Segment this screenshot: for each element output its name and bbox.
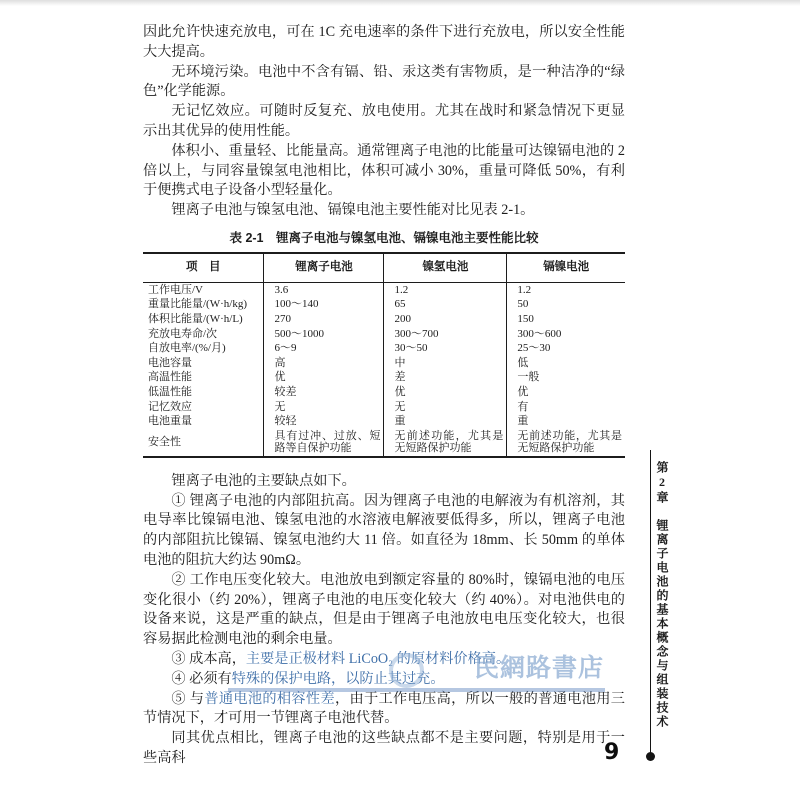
- table-row: [143, 312, 625, 327]
- row-label-cell: 安全性: [148, 436, 181, 448]
- row-label-cell: 记忆效应: [148, 400, 192, 413]
- table-row: [143, 341, 625, 356]
- table-title: 表 2-1 锂离子电池与镍氢电池、镉镍电池主要性能比较: [229, 230, 539, 245]
- text-run: 主要是正极材料 LiCoO₂ 的原材料价格高。: [245, 651, 511, 668]
- value-cell: 150: [507, 312, 625, 327]
- paragraph: 因此允许快速充放电，可在 1C 充电速率的条件下进行充放电，所以安全性能大大提高。: [143, 24, 625, 60]
- value-cell: 300～600: [507, 327, 625, 342]
- text-run: ，由于工作电压高，所以一般的普通电池用三节情况下，才可用一节锂离子电池代替。: [143, 690, 625, 727]
- value-cell: 无: [384, 400, 507, 415]
- table-row: [143, 429, 625, 457]
- table-row: [143, 385, 625, 400]
- text-run: ③ 成本高，: [171, 651, 246, 668]
- text-run: 特殊的保护电路，以防止其过充。: [231, 670, 445, 687]
- row-label-cell: 低温性能: [148, 385, 192, 398]
- text-run: 普通电池的相容性差: [204, 690, 335, 707]
- value-cell: 优: [384, 385, 507, 400]
- value-cell: 100～140: [264, 297, 384, 312]
- value-cell: 重: [507, 414, 625, 429]
- value-cell: 高: [264, 356, 384, 371]
- row-label-cell: 重量比能量/(W·h/kg): [148, 298, 247, 311]
- scan-edge-shadow: [0, 0, 800, 6]
- paragraph: [143, 690, 625, 730]
- value-cell: 具有过冲、过放、短路等自保护功能: [264, 429, 384, 457]
- value-cell: 500～1000: [264, 327, 384, 342]
- paragraph: 锂离子电池的主要缺点如下。: [171, 472, 356, 489]
- table-header-nimh: 镍氢电池: [384, 253, 507, 282]
- value-cell: 优: [507, 385, 625, 400]
- value-cell: 无前述功能，尤其是无短路保护功能: [507, 429, 625, 457]
- table-row: [143, 327, 625, 342]
- value-cell: 优: [264, 370, 384, 385]
- row-label-cell: 电池重量: [148, 415, 192, 428]
- paragraph: 体积小、重量轻、比能量高。通常锂离子电池的比能量可达镍镉电池的 2 倍以上，与同容量镍氢电池相比，体积可减小 30%，重量可降低 50%，有利于便携式电子设备小型轻量化。: [143, 142, 625, 199]
- value-cell: 3.6: [264, 282, 384, 297]
- text-run: ⑤ 与: [171, 690, 205, 707]
- value-cell: 65: [384, 297, 507, 312]
- table-row: [143, 414, 625, 429]
- value-cell: 中: [384, 356, 507, 371]
- table-row: [143, 297, 625, 312]
- watermark-text: 民網路書店: [474, 655, 605, 682]
- row-label-cell: 充放电寿命/次: [148, 327, 218, 340]
- chapter-tab-rule: [650, 450, 651, 753]
- table-row: [143, 370, 625, 385]
- value-cell: 较差: [264, 385, 384, 400]
- text-run: ④ 必须有: [171, 670, 232, 687]
- value-cell: 50: [507, 297, 625, 312]
- table-header-item: 项 目: [143, 253, 264, 282]
- value-cell: 差: [384, 370, 507, 385]
- row-label-cell: 体积比能量/(W·h/L): [148, 312, 243, 325]
- chapter-number: 第2章: [655, 461, 669, 505]
- row-label-cell: 高温性能: [148, 371, 192, 384]
- table-header-liion: 锂离子电池: [264, 253, 384, 282]
- value-cell: 较轻: [264, 414, 384, 429]
- table-row: [143, 400, 625, 415]
- value-cell: 30～50: [384, 341, 507, 356]
- value-cell: 1.2: [384, 282, 507, 297]
- table-header-row: [143, 253, 625, 282]
- value-cell: 270: [264, 312, 384, 327]
- value-cell: 300～700: [384, 327, 507, 342]
- chapter-title: 锂离子电池的基本概念与组装技术: [655, 519, 669, 729]
- table-header-nicd: 镉镍电池: [507, 253, 625, 282]
- value-cell: 重: [384, 414, 507, 429]
- value-cell: 6～9: [264, 341, 384, 356]
- value-cell: 一般: [507, 370, 625, 385]
- paragraph: [143, 670, 625, 690]
- table-row: [143, 282, 625, 297]
- table-row: [143, 356, 625, 371]
- paragraph: ① 锂离子电池的内部阻抗高。因为锂离子电池的电解液为有机溶剂，其电导率比镍镉电池、镍氢电池的水溶液电解液要低得多，所以，锂离子电池的内部阻抗比镍镉、镍氢电池约大 11 倍。如直径为 18mm、长 50mm 的单体电池的阻抗大约达 90mΩ。: [143, 492, 625, 569]
- value-cell: 有: [507, 400, 625, 415]
- body-column: [143, 23, 625, 769]
- value-cell: 无前述功能，尤其是无短路保护功能: [384, 429, 507, 457]
- row-label-cell: 工作电压/V: [148, 283, 203, 296]
- paragraph: ② 工作电压变化较大。电池放电到额定容量的 80%时，镍镉电池的电压变化很小（约 20%），锂离子电池的电压变化较大（约 40%）。对电池供电的设备来说，这是严重的缺点，但是由于锂离子电池放电电压变化较大，也很容易据此检测电池的剩余电量。: [143, 571, 625, 648]
- page-number: 9: [604, 740, 620, 765]
- value-cell: 低: [507, 356, 625, 371]
- chapter-tab-dot: [646, 752, 655, 761]
- paragraph: [143, 650, 625, 670]
- row-label-cell: 自放电率/(%/月): [148, 342, 226, 355]
- paragraph: 无记忆效应。可随时反复充、放电使用。尤其在战时和紧急情况下更显示出其优异的使用性能。: [143, 103, 625, 139]
- row-label-cell: 电池容量: [148, 356, 192, 369]
- paragraph: 无环境污染。电池中不含有镉、铅、汞这类有害物质，是一种洁净的“绿色”化学能源。: [143, 63, 625, 100]
- value-cell: 1.2: [507, 282, 625, 297]
- paragraph: 锂离子电池与镍氢电池、镉镍电池主要性能对比见表 2-1。: [171, 202, 535, 219]
- paragraph: 同其优点相比，锂离子电池的这些缺点都不是主要问题，特别是用于一些高科: [143, 730, 625, 767]
- value-cell: 无: [264, 400, 384, 415]
- battery-comparison-table: [143, 252, 625, 458]
- value-cell: 200: [384, 312, 507, 327]
- value-cell: 25～30: [507, 341, 625, 356]
